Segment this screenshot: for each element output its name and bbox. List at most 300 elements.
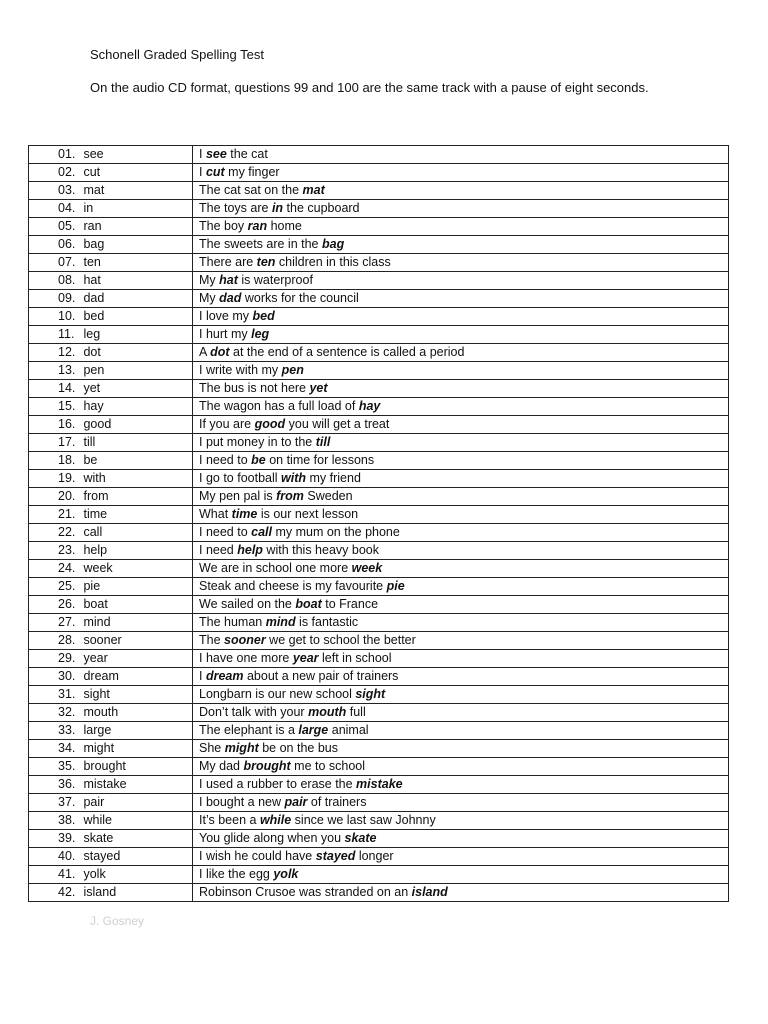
sentence-keyword: leg bbox=[251, 327, 270, 341]
word-cell bbox=[29, 884, 193, 902]
word-cell bbox=[29, 866, 193, 884]
table-row bbox=[29, 578, 729, 596]
table-row bbox=[29, 614, 729, 632]
sentence-cell bbox=[193, 164, 729, 182]
sentence-keyword: week bbox=[351, 561, 383, 575]
sentence-keyword: boat bbox=[295, 597, 322, 611]
sentence-keyword: dream bbox=[205, 669, 244, 683]
spelling-word: boat bbox=[83, 597, 108, 611]
sentence-text-before: I bbox=[199, 147, 206, 161]
sentence-keyword: ten bbox=[256, 255, 276, 269]
table-row bbox=[29, 776, 729, 794]
item-number: 14. bbox=[58, 381, 76, 395]
spelling-word: mouth bbox=[83, 705, 119, 719]
sentence-cell bbox=[193, 578, 729, 596]
word-cell bbox=[29, 146, 193, 164]
sentence-text-before: She bbox=[199, 741, 225, 755]
item-number: 39. bbox=[58, 831, 76, 845]
word-cell bbox=[29, 344, 193, 362]
sentence-text-after: animal bbox=[328, 723, 369, 737]
spelling-word: island bbox=[83, 885, 117, 899]
item-number: 24. bbox=[58, 561, 76, 575]
sentence-keyword: good bbox=[254, 417, 286, 431]
sentence-text-after: about a new pair of trainers bbox=[243, 669, 399, 683]
sentence-cell bbox=[193, 380, 729, 398]
sentence-keyword: dot bbox=[210, 345, 230, 359]
spelling-word: dad bbox=[83, 291, 105, 305]
table-row bbox=[29, 164, 729, 182]
sentence-text-before: The boy bbox=[199, 219, 248, 233]
table-row bbox=[29, 182, 729, 200]
sentence-cell bbox=[193, 452, 729, 470]
sentence-text-before: I like the egg bbox=[199, 867, 274, 881]
spelling-word: pen bbox=[83, 363, 105, 377]
word-cell bbox=[29, 668, 193, 686]
sentence-cell bbox=[193, 326, 729, 344]
table-row bbox=[29, 326, 729, 344]
spelling-word: ran bbox=[83, 219, 102, 233]
sentence-cell bbox=[193, 812, 729, 830]
sentence-keyword: mouth bbox=[308, 705, 347, 719]
word-cell bbox=[29, 560, 193, 578]
table-row bbox=[29, 308, 729, 326]
sentence-cell bbox=[193, 866, 729, 884]
sentence-text-after: full bbox=[346, 705, 366, 719]
sentence-cell bbox=[193, 632, 729, 650]
sentence-text-after: my friend bbox=[306, 471, 361, 485]
sentence-keyword: mistake bbox=[356, 777, 403, 791]
sentence-text-before: I need to bbox=[199, 453, 252, 467]
sentence-text-before: Longbarn is our new school bbox=[199, 687, 356, 701]
table-row bbox=[29, 812, 729, 830]
item-number: 27. bbox=[58, 615, 76, 629]
sentence-text-after: be on the bus bbox=[258, 741, 338, 755]
item-number: 18. bbox=[58, 453, 76, 467]
spelling-word: help bbox=[83, 543, 108, 557]
item-number: 33. bbox=[58, 723, 76, 737]
spelling-word: be bbox=[83, 453, 98, 467]
item-number: 01. bbox=[58, 147, 76, 161]
spelling-word: mind bbox=[83, 615, 111, 629]
sentence-keyword: see bbox=[205, 147, 227, 161]
word-cell bbox=[29, 506, 193, 524]
table-row bbox=[29, 542, 729, 560]
sentence-keyword: time bbox=[231, 507, 258, 521]
sentence-keyword: cut bbox=[205, 165, 225, 179]
spelling-word: call bbox=[83, 525, 103, 539]
item-number: 22. bbox=[58, 525, 76, 539]
word-cell bbox=[29, 434, 193, 452]
sentence-text-before: The bus is not here bbox=[199, 381, 310, 395]
item-number: 30. bbox=[58, 669, 76, 683]
sentence-text-before: I write with my bbox=[199, 363, 282, 377]
word-cell bbox=[29, 740, 193, 758]
table-row bbox=[29, 200, 729, 218]
spelling-word: sight bbox=[83, 687, 110, 701]
word-cell bbox=[29, 272, 193, 290]
spelling-word: might bbox=[83, 741, 115, 755]
word-cell bbox=[29, 758, 193, 776]
sentence-cell bbox=[193, 200, 729, 218]
word-cell bbox=[29, 290, 193, 308]
table-row bbox=[29, 380, 729, 398]
sentence-text-before: I used a rubber to erase the bbox=[199, 777, 357, 791]
table-row bbox=[29, 632, 729, 650]
spelling-word: from bbox=[83, 489, 109, 503]
item-number: 17. bbox=[58, 435, 76, 449]
table-row bbox=[29, 668, 729, 686]
table-row bbox=[29, 416, 729, 434]
sentence-text-before: Robinson Crusoe was stranded on an bbox=[199, 885, 412, 899]
sentence-cell bbox=[193, 848, 729, 866]
sentence-keyword: call bbox=[251, 525, 272, 539]
item-number: 36. bbox=[58, 777, 76, 791]
item-number: 23. bbox=[58, 543, 76, 557]
table-row bbox=[29, 524, 729, 542]
table-row bbox=[29, 146, 729, 164]
sentence-cell bbox=[193, 146, 729, 164]
sentence-keyword: yolk bbox=[273, 867, 299, 881]
item-number: 06. bbox=[58, 237, 76, 251]
sentence-cell bbox=[193, 344, 729, 362]
sentence-text-before: I need to bbox=[199, 525, 252, 539]
item-number: 25. bbox=[58, 579, 76, 593]
sentence-keyword: mat bbox=[302, 183, 325, 197]
sentence-cell bbox=[193, 182, 729, 200]
spelling-word: large bbox=[83, 723, 112, 737]
document-title: Schonell Graded Spelling Test bbox=[90, 47, 264, 62]
item-number: 29. bbox=[58, 651, 76, 665]
spelling-word: brought bbox=[83, 759, 126, 773]
sentence-cell bbox=[193, 290, 729, 308]
item-number: 13. bbox=[58, 363, 76, 377]
sentence-cell bbox=[193, 416, 729, 434]
spelling-word: till bbox=[83, 435, 96, 449]
spelling-word: leg bbox=[83, 327, 101, 341]
sentence-text-before: We are in school one more bbox=[199, 561, 352, 575]
sentence-text-before: I need bbox=[199, 543, 238, 557]
word-cell bbox=[29, 236, 193, 254]
sentence-text-before: My pen pal is bbox=[199, 489, 277, 503]
spelling-word: ten bbox=[83, 255, 101, 269]
sentence-text-after: at the end of a sentence is called a period bbox=[229, 345, 465, 359]
sentence-text-before: What bbox=[199, 507, 232, 521]
table-row bbox=[29, 560, 729, 578]
table-row bbox=[29, 398, 729, 416]
word-cell bbox=[29, 218, 193, 236]
sentence-text-after: since we last saw Johnny bbox=[291, 813, 436, 827]
sentence-text-after: my finger bbox=[224, 165, 280, 179]
sentence-text-after: left in school bbox=[318, 651, 392, 665]
spelling-table-body bbox=[29, 146, 729, 902]
sentence-keyword: pie bbox=[386, 579, 405, 593]
word-cell bbox=[29, 254, 193, 272]
table-row bbox=[29, 866, 729, 884]
table-row bbox=[29, 254, 729, 272]
sentence-cell bbox=[193, 776, 729, 794]
sentence-cell bbox=[193, 434, 729, 452]
word-cell bbox=[29, 380, 193, 398]
table-row bbox=[29, 650, 729, 668]
sentence-text-before: A bbox=[199, 345, 211, 359]
item-number: 10. bbox=[58, 309, 76, 323]
sentence-cell bbox=[193, 794, 729, 812]
sentence-text-after: we get to school the better bbox=[265, 633, 416, 647]
table-row bbox=[29, 218, 729, 236]
table-row bbox=[29, 470, 729, 488]
word-cell bbox=[29, 776, 193, 794]
sentence-keyword: bed bbox=[252, 309, 275, 323]
spelling-word: in bbox=[83, 201, 94, 215]
audio-note: On the audio CD format, questions 99 and 100 are the same track with a pause of eight seconds. bbox=[90, 80, 649, 95]
sentence-cell bbox=[193, 650, 729, 668]
sentence-text-before: The cat sat on the bbox=[199, 183, 303, 197]
sentence-cell bbox=[193, 218, 729, 236]
word-cell bbox=[29, 452, 193, 470]
author-footer: J. Gosney bbox=[90, 914, 145, 928]
item-number: 38. bbox=[58, 813, 76, 827]
sentence-text-before: The human bbox=[199, 615, 266, 629]
spelling-word: bag bbox=[83, 237, 105, 251]
sentence-cell bbox=[193, 470, 729, 488]
sentence-keyword: hay bbox=[358, 399, 381, 413]
sentence-cell bbox=[193, 236, 729, 254]
table-row bbox=[29, 794, 729, 812]
sentence-keyword: from bbox=[276, 489, 304, 503]
table-row bbox=[29, 740, 729, 758]
table-row bbox=[29, 884, 729, 902]
sentence-cell bbox=[193, 830, 729, 848]
item-number: 08. bbox=[58, 273, 76, 287]
word-cell bbox=[29, 326, 193, 344]
item-number: 37. bbox=[58, 795, 76, 809]
sentence-text-before: I bbox=[199, 165, 206, 179]
spelling-word: pie bbox=[83, 579, 101, 593]
sentence-text-after: children in this class bbox=[275, 255, 391, 269]
sentence-text-before: I put money in to the bbox=[199, 435, 316, 449]
item-number: 09. bbox=[58, 291, 76, 305]
sentence-text-before: I bought a new bbox=[199, 795, 285, 809]
word-cell bbox=[29, 596, 193, 614]
spelling-word: while bbox=[83, 813, 112, 827]
item-number: 03. bbox=[58, 183, 76, 197]
sentence-cell bbox=[193, 362, 729, 380]
sentence-keyword: yet bbox=[309, 381, 328, 395]
item-number: 26. bbox=[58, 597, 76, 611]
sentence-cell bbox=[193, 524, 729, 542]
sentence-keyword: bag bbox=[321, 237, 345, 251]
spelling-word: stayed bbox=[83, 849, 121, 863]
sentence-text-before: The elephant is a bbox=[199, 723, 299, 737]
sentence-text-after: is waterproof bbox=[237, 273, 313, 287]
item-number: 02. bbox=[58, 165, 76, 179]
word-cell bbox=[29, 308, 193, 326]
table-row bbox=[29, 488, 729, 506]
table-row bbox=[29, 362, 729, 380]
word-cell bbox=[29, 164, 193, 182]
sentence-keyword: island bbox=[411, 885, 448, 899]
sentence-text-after: my mum on the phone bbox=[271, 525, 400, 539]
table-row bbox=[29, 506, 729, 524]
word-cell bbox=[29, 470, 193, 488]
sentence-text-before: We sailed on the bbox=[199, 597, 296, 611]
sentence-cell bbox=[193, 596, 729, 614]
sentence-cell bbox=[193, 506, 729, 524]
item-number: 34. bbox=[58, 741, 76, 755]
sentence-keyword: hat bbox=[219, 273, 238, 287]
word-cell bbox=[29, 398, 193, 416]
table-row bbox=[29, 722, 729, 740]
sentence-text-before: It’s been a bbox=[199, 813, 260, 827]
sentence-cell bbox=[193, 560, 729, 578]
sentence-text-after: longer bbox=[355, 849, 394, 863]
spelling-word: yet bbox=[83, 381, 101, 395]
sentence-cell bbox=[193, 614, 729, 632]
sentence-text-after: me to school bbox=[290, 759, 366, 773]
sentence-keyword: large bbox=[298, 723, 329, 737]
item-number: 41. bbox=[58, 867, 76, 881]
table-row bbox=[29, 848, 729, 866]
item-number: 16. bbox=[58, 417, 76, 431]
table-row bbox=[29, 686, 729, 704]
sentence-text-before: The toys are bbox=[199, 201, 272, 215]
item-number: 12. bbox=[58, 345, 76, 359]
sentence-keyword: ran bbox=[247, 219, 268, 233]
sentence-keyword: be bbox=[251, 453, 266, 467]
word-cell bbox=[29, 686, 193, 704]
item-number: 11. bbox=[58, 327, 75, 341]
table-row bbox=[29, 704, 729, 722]
sentence-keyword: skate bbox=[344, 831, 377, 845]
spelling-word: dream bbox=[83, 669, 119, 683]
sentence-cell bbox=[193, 740, 729, 758]
sentence-text-before: The wagon has a full load of bbox=[199, 399, 359, 413]
sentence-text-before: I have one more bbox=[199, 651, 293, 665]
word-cell bbox=[29, 614, 193, 632]
spelling-word: sooner bbox=[83, 633, 122, 647]
word-cell bbox=[29, 578, 193, 596]
word-cell bbox=[29, 182, 193, 200]
table-row bbox=[29, 290, 729, 308]
sentence-keyword: might bbox=[224, 741, 259, 755]
sentence-text-after: on time for lessons bbox=[265, 453, 375, 467]
sentence-keyword: sight bbox=[355, 687, 386, 701]
spelling-word: year bbox=[83, 651, 108, 665]
sentence-keyword: with bbox=[281, 471, 307, 485]
item-number: 35. bbox=[58, 759, 76, 773]
sentence-text-before: I bbox=[199, 669, 206, 683]
sentence-text-after: you will get a treat bbox=[285, 417, 390, 431]
word-cell bbox=[29, 794, 193, 812]
word-cell bbox=[29, 362, 193, 380]
sentence-text-after: is our next lesson bbox=[257, 507, 359, 521]
item-number: 20. bbox=[58, 489, 76, 503]
word-cell bbox=[29, 812, 193, 830]
word-cell bbox=[29, 632, 193, 650]
sentence-keyword: pair bbox=[284, 795, 308, 809]
sentence-cell bbox=[193, 758, 729, 776]
item-number: 07. bbox=[58, 255, 76, 269]
sentence-text-before: My dad bbox=[199, 759, 244, 773]
spelling-word: skate bbox=[83, 831, 114, 845]
sentence-text-after: works for the council bbox=[241, 291, 359, 305]
word-cell bbox=[29, 200, 193, 218]
table-row bbox=[29, 272, 729, 290]
sentence-text-after: the cat bbox=[226, 147, 268, 161]
item-number: 32. bbox=[58, 705, 76, 719]
sentence-cell bbox=[193, 308, 729, 326]
item-number: 42. bbox=[58, 885, 76, 899]
sentence-text-after: the cupboard bbox=[283, 201, 360, 215]
spelling-word: pair bbox=[83, 795, 105, 809]
sentence-text-before: There are bbox=[199, 255, 257, 269]
sentence-keyword: year bbox=[292, 651, 319, 665]
sentence-cell bbox=[193, 488, 729, 506]
sentence-cell bbox=[193, 254, 729, 272]
word-cell bbox=[29, 416, 193, 434]
spelling-word: dot bbox=[83, 345, 101, 359]
spelling-word: see bbox=[83, 147, 104, 161]
sentence-text-before: I love my bbox=[199, 309, 253, 323]
sentence-keyword: till bbox=[315, 435, 331, 449]
item-number: 19. bbox=[58, 471, 76, 485]
item-number: 28. bbox=[58, 633, 76, 647]
sentence-keyword: mind bbox=[265, 615, 296, 629]
item-number: 15. bbox=[58, 399, 76, 413]
sentence-keyword: pen bbox=[281, 363, 304, 377]
word-cell bbox=[29, 650, 193, 668]
spelling-word: mistake bbox=[83, 777, 127, 791]
item-number: 05. bbox=[58, 219, 76, 233]
spelling-word: week bbox=[83, 561, 113, 575]
sentence-text-before: The bbox=[199, 633, 225, 647]
sentence-text-before: My bbox=[199, 273, 220, 287]
spelling-word: time bbox=[83, 507, 108, 521]
sentence-text-before: If you are bbox=[199, 417, 255, 431]
word-cell bbox=[29, 722, 193, 740]
sentence-keyword: while bbox=[259, 813, 292, 827]
sentence-cell bbox=[193, 398, 729, 416]
item-number: 31. bbox=[58, 687, 76, 701]
table-row bbox=[29, 758, 729, 776]
spelling-word: cut bbox=[83, 165, 101, 179]
spelling-word: good bbox=[83, 417, 112, 431]
sentence-cell bbox=[193, 542, 729, 560]
word-cell bbox=[29, 704, 193, 722]
sentence-cell bbox=[193, 668, 729, 686]
sentence-text-before: The sweets are in the bbox=[199, 237, 322, 251]
sentence-keyword: in bbox=[271, 201, 284, 215]
sentence-text-before: I go to football bbox=[199, 471, 282, 485]
sentence-text-before: My bbox=[199, 291, 220, 305]
spelling-word: hat bbox=[83, 273, 101, 287]
table-row bbox=[29, 596, 729, 614]
sentence-keyword: sooner bbox=[224, 633, 266, 647]
sentence-cell bbox=[193, 686, 729, 704]
table-row bbox=[29, 344, 729, 362]
sentence-cell bbox=[193, 272, 729, 290]
sentence-keyword: brought bbox=[243, 759, 291, 773]
table-row bbox=[29, 236, 729, 254]
table-row bbox=[29, 434, 729, 452]
spelling-word: hay bbox=[83, 399, 104, 413]
sentence-text-before: You glide along when you bbox=[199, 831, 345, 845]
sentence-cell bbox=[193, 884, 729, 902]
sentence-text-before: Steak and cheese is my favourite bbox=[199, 579, 387, 593]
sentence-text-after: Sweden bbox=[303, 489, 353, 503]
sentence-cell bbox=[193, 722, 729, 740]
word-cell bbox=[29, 542, 193, 560]
